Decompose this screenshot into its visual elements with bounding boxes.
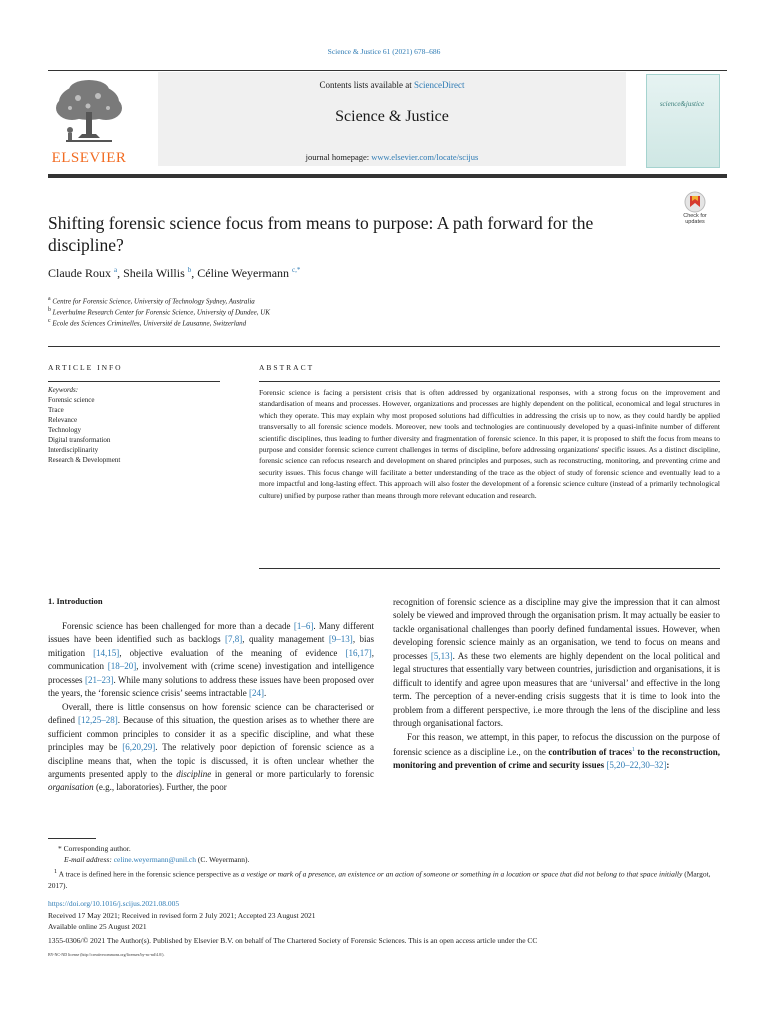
- footnote-italic: a vestige or mark of a presence, an existence or an action of someone or something in a location or space that did not belong to that space initially: [240, 869, 683, 879]
- check-for-updates-label: [668, 213, 722, 225]
- journal-cover-thumbnail[interactable]: [646, 74, 720, 168]
- section-heading: 1. Introduction: [48, 596, 103, 606]
- footnote-text: A trace is defined here in the forensic science perspective as: [58, 869, 241, 879]
- text-run: Overall, there is little consensus on how forensic science can be characterised or defined: [48, 701, 374, 726]
- text-run: . The relatively poor depiction of forensic science as a discipline means that, when the topic is discussed, it is often unclear whether the arguments presented apply to the: [48, 742, 374, 779]
- right-column: [393, 596, 720, 773]
- footnote-1: [48, 866, 720, 891]
- keyword: Interdisciplinarity: [48, 446, 99, 454]
- author-affiliation-mark[interactable]: c,*: [292, 266, 301, 274]
- citation-link[interactable]: [16,17]: [345, 647, 372, 658]
- affiliation-text: Leverhulme Research Center for Forensic Science, University of Dundee, UK: [52, 308, 270, 317]
- keyword: Forensic science: [48, 396, 95, 404]
- keyword: Research & Development: [48, 456, 121, 464]
- footnote-text: Corresponding author.: [63, 844, 131, 853]
- paragraph: [48, 620, 374, 701]
- homepage-prefix: journal homepage:: [305, 152, 372, 162]
- citation-link[interactable]: [21–23]: [84, 674, 114, 685]
- footnote-mark: 1: [54, 868, 58, 875]
- cover-title: science&justice: [659, 100, 705, 108]
- license-statement: 1355-0306/© 2021 The Author(s). Published by Elsevier B.V. on behalf of The Chartered Society of Forensic Sciences. This is an open access article under the CC: [48, 936, 538, 945]
- text-run: For this reason, we attempt, in this paper, to refocus the discussion on the purpose of forensic science as a discipline i.e., on the: [393, 731, 720, 757]
- citation-link[interactable]: [24]: [249, 688, 264, 699]
- keyword: Technology: [48, 426, 81, 434]
- text-run: , communication: [48, 647, 374, 672]
- footnote-rule: [48, 838, 96, 839]
- citation-link[interactable]: [1–6]: [293, 621, 314, 631]
- affiliation-mark: b: [48, 307, 51, 313]
- text-run: in general or more particularly to forensic: [211, 768, 374, 779]
- keywords-label: Keywords:: [48, 386, 79, 394]
- elsevier-wordmark: ELSEVIER: [51, 150, 127, 166]
- text-run: Forensic science has been challenged for more than a decade: [62, 621, 294, 631]
- affiliation: [48, 318, 648, 327]
- author-affiliation-mark[interactable]: b: [187, 266, 192, 274]
- homepage-line: [158, 152, 626, 162]
- abstract-text: Forensic science is facing a persistent crisis that is often addressed by organizational responses, with a strong focus on the improvement and standardisation of means and processes. However, organizations and processes are highly dependent on the political, economical and legal structures in which they operate. This may explain why most proposed solutions had difficulties in addressing the crisis up to now, as they could hardly be applied transversally to all forensic science models. Moreover, new tools and technologies are continuously developed by a quasi-infinite number of different scientific disciplines, thus leading to further diversity and fragmentation of forensic science. In this paper, it is proposed to shift the focus from means to purpose and consider forensic science current challenges in terms of discipline, before addressing organizations' specific issues. As a distinct discipline, forensic science can refocus research and development on shared principles and purposes, such as reconstructing, monitoring, and preventing crime and security issues. This focus change will facilitate a better understanding of the trace as the object of study of forensic science and eventually lead to a more impactful and long-lasting effect. This approach will also foster the development of a forensic science culture (instead of a primarily technological culture) unified by purpose rather than means through more relevant education and research.: [259, 388, 720, 500]
- citation-link[interactable]: [9–13]: [328, 634, 353, 645]
- text-run: , bias mitigation: [48, 634, 374, 658]
- affiliation-mark: c: [48, 318, 51, 324]
- check-for-updates-icon[interactable]: [676, 190, 714, 232]
- article-title: Shifting forensic science focus from means to purpose: A path forward for the discipline?: [48, 213, 594, 255]
- citation-link[interactable]: [12,25–28]: [77, 715, 118, 726]
- header-thick-rule: [48, 174, 727, 178]
- affiliation-mark: a: [48, 296, 51, 302]
- text-run: . As these two elements are highly dependent on the local political and legal structures that essentially vary between countries, jurisdiction and organisations, it is difficult to identify and agree upon measures that are ‘universal’ and effective in the long term. The perception of a never-ending crisis suggests that it is time to look into the problem from a different perspective, i.e more through the lens of the discipline and less through organisational factors.: [393, 650, 720, 729]
- email-label: E-mail address:: [64, 855, 114, 864]
- doi-link[interactable]: https://doi.org/10.1016/j.scijus.2021.08.005: [48, 899, 180, 908]
- header-rule: [48, 70, 727, 71]
- keyword: Trace: [48, 406, 64, 414]
- author-affiliation-mark[interactable]: a: [114, 266, 118, 274]
- text-run: , quality management: [242, 634, 329, 645]
- author-name[interactable]: Sheila Willis: [123, 266, 185, 280]
- email-name: (C. Weyermann).: [196, 855, 250, 864]
- text-run: . Because of this situation, the question arises as to whether there are sufficient common principles to consider it as a specific discipline, and what these principles may be: [48, 715, 374, 753]
- article-info-heading: ARTICLE INFO: [48, 363, 123, 372]
- abstract-rule: [259, 381, 720, 382]
- citation-link[interactable]: [5,13]: [430, 650, 453, 661]
- email-link[interactable]: celine.weyermann@unil.ch: [113, 855, 197, 864]
- article-info-top-rule: [48, 346, 720, 347]
- bold-text: contribution of traces: [548, 746, 632, 757]
- bold-text: to the reconstruction, monitoring and prevention of crime and security issues: [393, 746, 720, 771]
- citation-link[interactable]: [6,20,29]: [122, 742, 156, 753]
- contents-prefix: Contents lists available at: [319, 80, 414, 90]
- article-info-rule: [48, 381, 220, 382]
- text-run: (e.g., laboratories). Further, the poor: [93, 782, 227, 793]
- license-link[interactable]: BY-NC-ND license (http://creativecommons.org/licenses/by-nc-nd/4.0/).: [48, 952, 165, 957]
- bold-text: :: [666, 760, 670, 771]
- text-run: , involvement with (crime scene) investigation and intelligence processes: [48, 661, 374, 685]
- received-dates: Received 17 May 2021; Received in revised form 2 July 2021; Accepted 23 August 2021: [48, 911, 316, 920]
- paragraph: [393, 731, 720, 773]
- text-run: recognition of forensic science as a discipline may give the impression that it can almost solely be viewed and improved through the organisation prism. It may actually be easier to tackle organisational challenges than poorly defined fundamental issues. However, when developing forensic science mainly as an organisation, we tend to focus on means and processes: [393, 597, 720, 661]
- paragraph: [48, 701, 374, 795]
- sciencedirect-link[interactable]: ScienceDirect: [414, 80, 465, 90]
- text-run: . While many solutions to address these issues have been proposed over the years, the ‘forensic science crisis’ seems intractable: [48, 674, 374, 699]
- journal-reference[interactable]: Science & Justice 61 (2021) 678–686: [327, 47, 441, 56]
- footnote-mark[interactable]: 1: [631, 746, 635, 753]
- text-run: , objective evaluation of the meaning of evidence: [119, 647, 346, 658]
- affiliation: [48, 296, 648, 305]
- author-separator: ,: [191, 266, 198, 280]
- citation-link[interactable]: [18–20]: [107, 661, 137, 672]
- emphasis: organisation: [48, 782, 94, 793]
- author-name[interactable]: Céline Weyermann: [197, 266, 290, 280]
- affiliation: [48, 307, 648, 316]
- available-online: Available online 25 August 2021: [48, 922, 147, 931]
- check-label-line2: updates: [685, 219, 705, 225]
- author-separator: ,: [117, 266, 124, 280]
- footnote-email: [48, 854, 736, 865]
- affiliation-text: Centre for Forensic Science, University of Technology Sydney, Australia: [52, 297, 255, 306]
- footnote-mark: *: [58, 844, 62, 853]
- check-label-line1: Check for: [683, 213, 707, 219]
- citation-link[interactable]: [7,8]: [225, 634, 243, 645]
- homepage-link[interactable]: www.elsevier.com/locate/scijus: [371, 152, 479, 162]
- text-run: . Many different issues have been identified such as backlogs: [48, 621, 374, 645]
- citation-link[interactable]: [14,15]: [93, 647, 120, 658]
- keyword: Relevance: [48, 416, 78, 424]
- journal-title: Science & Justice: [335, 108, 449, 125]
- keyword: Digital transformation: [48, 436, 111, 444]
- emphasis: discipline: [176, 768, 212, 779]
- paragraph: [393, 596, 720, 731]
- footnote-tail: (Margot, 2017).: [48, 869, 711, 890]
- author-list: [48, 266, 648, 281]
- contents-line: [158, 80, 626, 90]
- left-column: [48, 620, 374, 795]
- footnote-corresponding: [48, 843, 720, 854]
- abstract-bottom-rule: [259, 568, 720, 569]
- author-name[interactable]: Claude Roux: [48, 266, 111, 280]
- citation-link[interactable]: [5,20–22,30–32]: [606, 760, 667, 771]
- abstract-heading: ABSTRACT: [259, 363, 315, 372]
- text-run: .: [264, 688, 267, 699]
- affiliation-text: Ecole des Sciences Criminelles, Université de Lausanne, Switzerland: [52, 319, 247, 328]
- keywords-list: [48, 385, 218, 465]
